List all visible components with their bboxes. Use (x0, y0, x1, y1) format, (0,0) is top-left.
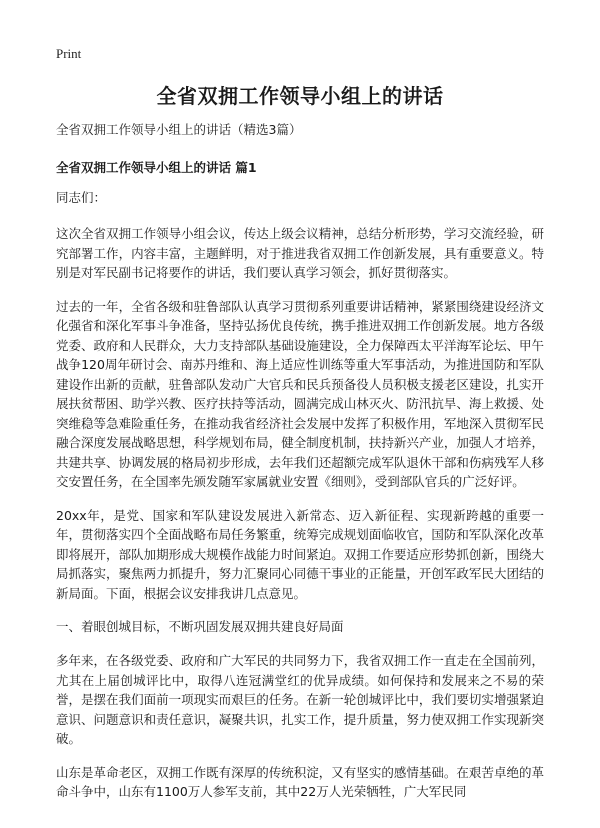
print-link[interactable]: Print (56, 46, 82, 61)
section-heading: 全省双拥工作领导小组上的讲话 篇1 (56, 160, 257, 175)
paragraph-1: 这次全省双拥工作领导小组会议，传达上级会议精神，总结分析形势，学习交流经验，研究部署工作，内容丰富，主题鲜明，对于推进我省双拥工作创新发展，具有重要意义。特别是对军民副书记将要作的讲话，我们要认真学习领会，抓好贯彻落实。 (56, 226, 544, 280)
paragraph-4: 多年来，在各级党委、政府和广大军民的共同努力下，我省双拥工作一直走在全国前列，尤其在上届创城评比中，取得八连冠满堂红的优异成绩。如何保持和发展来之不易的荣誉，是摆在我们面前一项现实而艰巨的任务。在新一轮创城评比中，我们要切实增强紧迫意识、问题意识和责任意识，凝聚共识，扎实工作，提升质量，努力使双拥工作实现新突破。 (56, 653, 544, 746)
document-body (56, 120, 544, 816)
salutation: 同志们： (56, 190, 107, 205)
page-title: 全省双拥工作领导小组上的讲话 (156, 84, 444, 108)
document-subtitle: 全省双拥工作领导小组上的讲话（精选3篇） (56, 122, 302, 137)
paragraph-5: 山东是革命老区，双拥工作既有深厚的传统积淀，又有坚实的感情基础。在艰苦卓绝的革命斗争中，山东有1100万人参军支前，其中22万人光荣牺牲，广大军民同 (56, 764, 544, 799)
outline-heading-1: 一、着眼创城目标，不断巩固发展双拥共建良好局面 (56, 619, 344, 634)
paragraph-3: 20xx年，是党、国家和军队建设发展进入新常态、迈入新征程、实现新跨越的重要一年，贯彻落实四个全面战略布局任务繁重，统筹完成规划面临收官，国防和军队深化改革即将展开，部队加期形成大规模作战能力时间紧迫。双拥工作要适应形势抓创新，围绕大局抓落实，聚焦两力抓提升，努力汇聚同心同德干事业的正能量，开创军政军民大团结的新局面。下面，根据会议安排我讲几点意见。 (56, 507, 544, 601)
paragraph-2: 过去的一年，全省各级和驻鲁部队认真学习贯彻系列重要讲话精神，紧紧围绕建设经济文化强省和深化军事斗争准备，坚持弘扬优良传统，携手推进双拥工作创新发展。地方各级党委、政府和人民群众，大力支持部队基础设施建设，全力保障西太平洋海军论坛、甲午战争120周年研讨会、南苏丹维和、海上适应性训练等重大军事活动，为推进国防和军队建设作出新的贡献，驻鲁部队发动广大官兵和民兵预备役人员积极支援老区建设，扎实开展扶贫帮困、助学兴教、医疗扶持等活动，圆满完成山林灭火、防汛抗旱、海上救援、处突维稳等急难险重任务，在推动我省经济社会发展中发挥了积极作用，军地深入贯彻军民融合深度发展战略思想，科学规划布局，健全制度机制，扶持新兴产业，加强人才培养，共建共享、协调发展的格局初步形成，去年我们还超额完成军队退休干部和伤病残军人移交安置任务，在全国率先颁发随军家属就业安置《细则》，受到部队官兵的广泛好评。 (56, 298, 544, 489)
